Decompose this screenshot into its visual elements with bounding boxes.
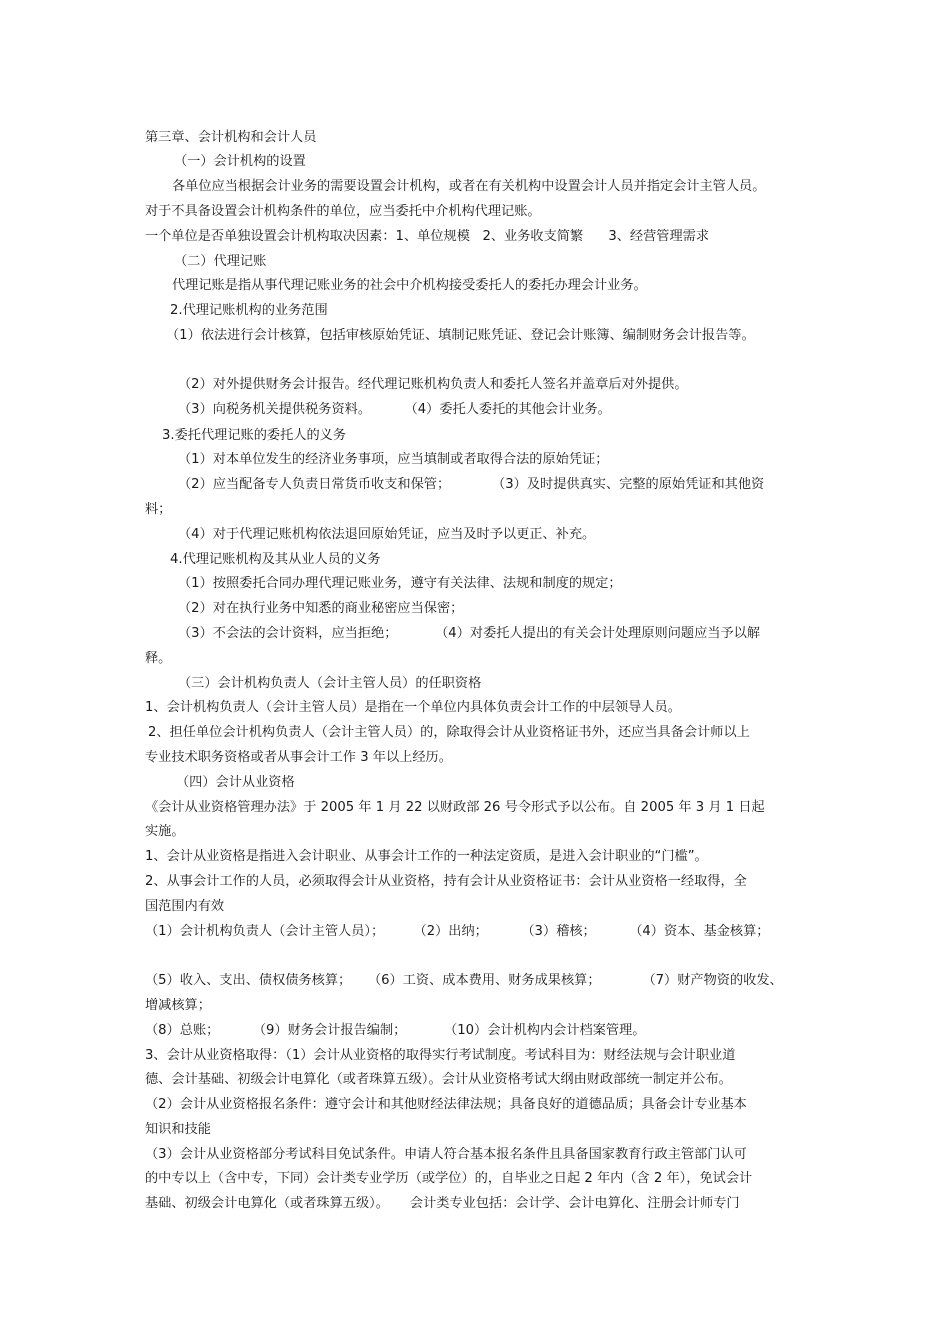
subsection-heading: 2.代理记账机构的业务范围 (170, 303, 328, 318)
paragraph-line: 代理记账是指从事代理记账业务的社会中介机构接受委托人的委托办理会计业务。 (172, 278, 647, 293)
list-item: （2）应当配备专人负责日常货币收支和保管； （3）及时提供真实、完整的原始凭证和其他资 (178, 477, 765, 492)
chapter-title: 第三章、会计机构和会计人员 (145, 130, 317, 145)
list-item: （1）会计机构负责人（会计主管人员）； （2）出纳； （3）稽核； （4）资本、基金核算； (145, 924, 770, 939)
list-item: （8）总账； （9）财务会计报告编制； （10）会计机构内会计档案管理。 (145, 1023, 646, 1038)
paragraph-line: （3）会计从业资格部分考试科目免试条件。申请人符合基本报名条件且具备国家教育行政主管部门认可 (145, 1147, 747, 1162)
paragraph-line: 对于不具备设置会计机构条件的单位，应当委托中介机构代理记账。 (145, 204, 541, 219)
list-item: （1）按照委托合同办理代理记账业务，遵守有关法律、法规和制度的规定； (178, 576, 622, 591)
paragraph-line: 国范围内有效 (145, 899, 225, 914)
paragraph-line: 各单位应当根据会计业务的需要设置会计机构，或者在有关机构中设置会计人员并指定会计主管人员。 (172, 179, 766, 194)
section-heading: （四）会计从业资格 (176, 775, 295, 790)
subsection-heading: 4.代理记账机构及其从业人员的义务 (170, 552, 381, 567)
paragraph-line: 专业技术职务资格或者从事会计工作 3 年以上经历。 (145, 750, 452, 765)
list-item-continued: 释。 (145, 651, 172, 666)
paragraph-line: 德、会计基础、初级会计电算化（或者珠算五级）。会计从业资格考试大纲由财政部统一制定并公布。 (145, 1072, 732, 1087)
list-item: （2）对外提供财务会计报告。经代理记账机构负责人和委托人签名并盖章后对外提供。 (178, 377, 688, 392)
paragraph-line: 2、担任单位会计机构负责人（会计主管人员）的，除取得会计从业资格证书外，还应当具备会计师以上 (148, 725, 750, 740)
paragraph-line: 3、会计从业资格取得：（1）会计从业资格的取得实行考试制度。考试科目为：财经法规与会计职业道 (145, 1048, 736, 1063)
section-heading: （二）代理记账 (174, 254, 267, 269)
paragraph-line: 基础、初级会计电算化（或者珠算五级）。 会计类专业包括：会计学、会计电算化、注册会计师专门 (145, 1196, 740, 1211)
paragraph-line: 实施。 (145, 824, 185, 839)
paragraph-line: 一个单位是否单独设置会计机构取决因素：1、单位规模 2、业务收支简繁 3、经营管理需求 (145, 229, 710, 244)
list-item: （3）不会法的会计资料，应当拒绝； （4）对委托人提出的有关会计处理原则问题应当予以解 (178, 626, 761, 641)
list-item: （1）依法进行会计核算，包括审核原始凭证、填制记账凭证、登记会计账簿、编制财务会计报告等。 (166, 328, 755, 343)
subsection-heading: 3.委托代理记账的委托人的义务 (162, 428, 347, 443)
list-item: （4）对于代理记账机构依法退回原始凭证，应当及时予以更正、补充。 (178, 527, 596, 542)
section-heading: （一）会计机构的设置 (174, 154, 306, 169)
paragraph-line: 1、会计机构负责人（会计主管人员）是指在一个单位内具体负责会计工作的中层领导人员。 (145, 700, 681, 715)
paragraph-line: 2、从事会计工作的人员，必须取得会计从业资格，持有会计从业资格证书：会计从业资格一经取得，全 (145, 874, 747, 889)
section-heading: （三）会计机构负责人（会计主管人员）的任职资格 (178, 676, 482, 691)
list-item: （2）对在执行业务中知悉的商业秘密应当保密； (178, 601, 464, 616)
list-item: （5）收入、支出、债权债务核算； （6）工资、成本费用、财务成果核算； （7）财产物资的收发、 (145, 973, 783, 988)
list-item: （1）对本单位发生的经济业务事项，应当填制或者取得合法的原始凭证； (178, 452, 609, 467)
paragraph-line: 《会计从业资格管理办法》于 2005 年 1 月 22 以财政部 26 号令形式予以公布。自 2005 年 3 月 1 日起 (145, 800, 765, 815)
list-item: （3）向税务机关提供税务资料。 （4）委托人委托的其他会计业务。 (178, 402, 611, 417)
paragraph-line: （2）会计从业资格报名条件：遵守会计和其他财经法律法规；具备良好的道德品质；具备会计专业基本 (145, 1097, 747, 1112)
list-item-continued: 料； (145, 502, 172, 517)
paragraph-line: 1、会计从业资格是指进入会计职业、从事会计工作的一种法定资质，是进入会计职业的“门槛”。 (145, 849, 708, 864)
paragraph-line: 知识和技能 (145, 1122, 211, 1137)
list-item-continued: 增减核算； (145, 998, 211, 1013)
paragraph-line: 的中专以上（含中专，下同）会计类专业学历（或学位）的，自毕业之日起 2 年内（含 2 年），免试会计 (145, 1171, 753, 1186)
